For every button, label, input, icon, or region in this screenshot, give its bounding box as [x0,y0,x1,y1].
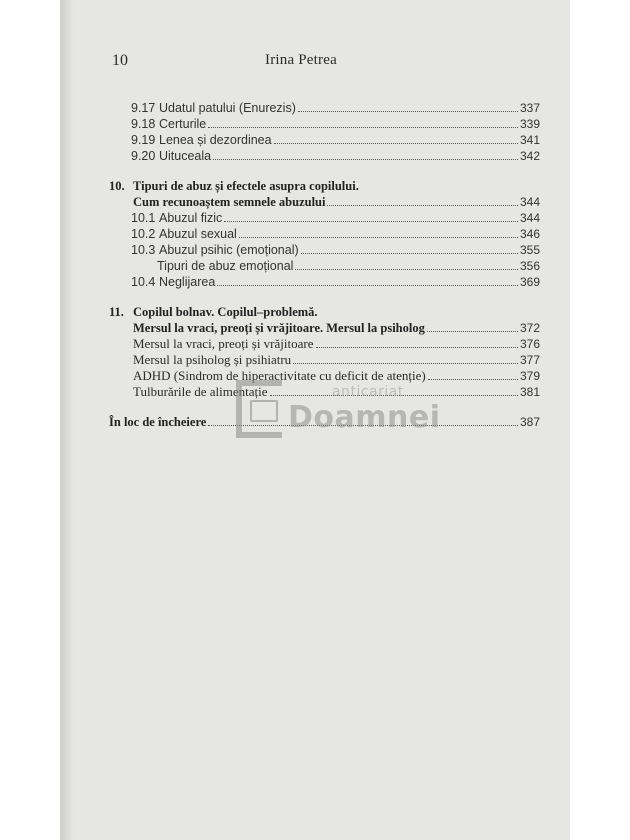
toc-leader-dots [239,236,518,238]
toc-entry-title: Tipuri de abuz emoțional [157,259,294,273]
toc-chapter-heading-line2 [109,320,540,336]
toc-entry-title: ADHD (Sindrom de hiperactivitate cu deficit de atenție) [133,368,426,383]
toc-entry [109,132,540,148]
toc-entry-page: 369 [519,275,540,289]
toc-leader-dots [208,126,518,128]
toc-entry [109,274,540,290]
page-number: 10 [112,52,128,69]
toc-entry [109,258,540,274]
toc-entry-title: Abuzul sexual [159,227,237,241]
toc-chapter-heading [109,178,540,194]
toc-entry-page: 339 [519,117,540,131]
toc-entry-title: Abuzul psihic (emoțional) [159,243,299,257]
toc-chapter-title: Tipuri de abuz și efectele asupra copilului. [133,179,359,193]
toc-entry-page: 372 [519,321,540,335]
toc-entry-page: 337 [519,101,540,115]
toc-leader-dots [327,204,517,206]
toc-chapter-subtitle: Mersul la vraci, preoți și vrăjitoare. Mersul la psiholog [133,321,425,335]
toc-entry-title: Abuzul fizic [159,211,223,225]
toc-entry [109,148,540,164]
toc-entry-page: 355 [519,243,540,257]
toc-leader-dots [293,362,518,364]
toc-entry-title: Neglijarea [159,275,216,289]
toc-entry-page: 381 [519,385,540,399]
toc-entry-page: 341 [519,133,540,147]
toc-entry [109,116,540,132]
page-binding-shadow [60,0,74,840]
toc-entry-title: Lenea și dezordinea [159,133,272,147]
toc-entry-title: În loc de încheiere [109,415,207,429]
toc-entry-title: Certurile [159,117,207,131]
toc-entry-page: 376 [519,337,540,351]
toc-entry [109,226,540,242]
toc-leader-dots [295,268,518,270]
toc-entry-number: 10.3 [131,243,156,257]
toc-entry-page: 377 [519,353,540,367]
toc-leader-dots [298,110,518,112]
toc-entry-title: Tulburările de alimentație [133,384,268,399]
toc-entry-number: 10.2 [131,227,156,241]
toc-leader-dots [217,284,518,286]
toc-leader-dots [274,142,518,144]
toc-leader-dots [427,330,518,332]
book-page [60,0,570,840]
watermark-big-text: Doamnei [288,400,441,435]
toc-entry-page: 356 [519,259,540,273]
page-header [60,50,570,74]
toc-entry-number: 10.4 [131,275,156,289]
toc-entry-title: Uituceala [159,149,212,163]
toc-entry-page: 346 [519,227,540,241]
toc-chapter-heading-line2 [109,194,540,210]
toc-entry-page: 342 [519,149,540,163]
toc-leader-dots [224,220,518,222]
toc-chapter-heading [109,304,540,320]
toc-entry-page: 344 [519,211,540,225]
toc-leader-dots [301,252,518,254]
toc-entry-number: 9.18 [131,117,156,131]
toc-leader-dots [213,158,518,160]
toc-entry-title: Mersul la psiholog și psihiatru [133,352,292,367]
watermark-small-text: anticariat [332,384,404,400]
toc-entry [109,210,540,226]
toc-chapter-number: 11. [109,305,124,319]
toc-chapter-title: Copilul bolnav. Copilul–problemă. [133,305,318,319]
toc-chapter-number: 10. [109,179,125,193]
toc-entry-title: Udatul patului (Enurezis) [159,101,296,115]
toc-chapter-subtitle: Cum recunoaștem semnele abuzului [133,195,326,209]
toc-entry-page: 344 [519,195,540,209]
toc-entry [109,336,540,352]
toc-entry-number: 9.19 [131,133,156,147]
toc-entry-page: 387 [519,415,540,429]
toc-entry-number: 10.1 [131,211,156,225]
toc-entry-number: 9.20 [131,149,156,163]
toc-entry-title: Mersul la vraci, preoți și vrăjitoare [133,336,314,351]
toc-entry [109,100,540,116]
toc-entry-page: 379 [519,369,540,383]
toc-entry [109,352,540,368]
toc-leader-dots [428,378,518,380]
running-title: Irina Petrea [265,52,337,68]
toc-entry-number: 9.17 [131,101,156,115]
toc-entry [109,242,540,258]
watermark-logo [236,380,441,462]
book-icon [250,400,278,422]
toc-leader-dots [316,346,518,348]
